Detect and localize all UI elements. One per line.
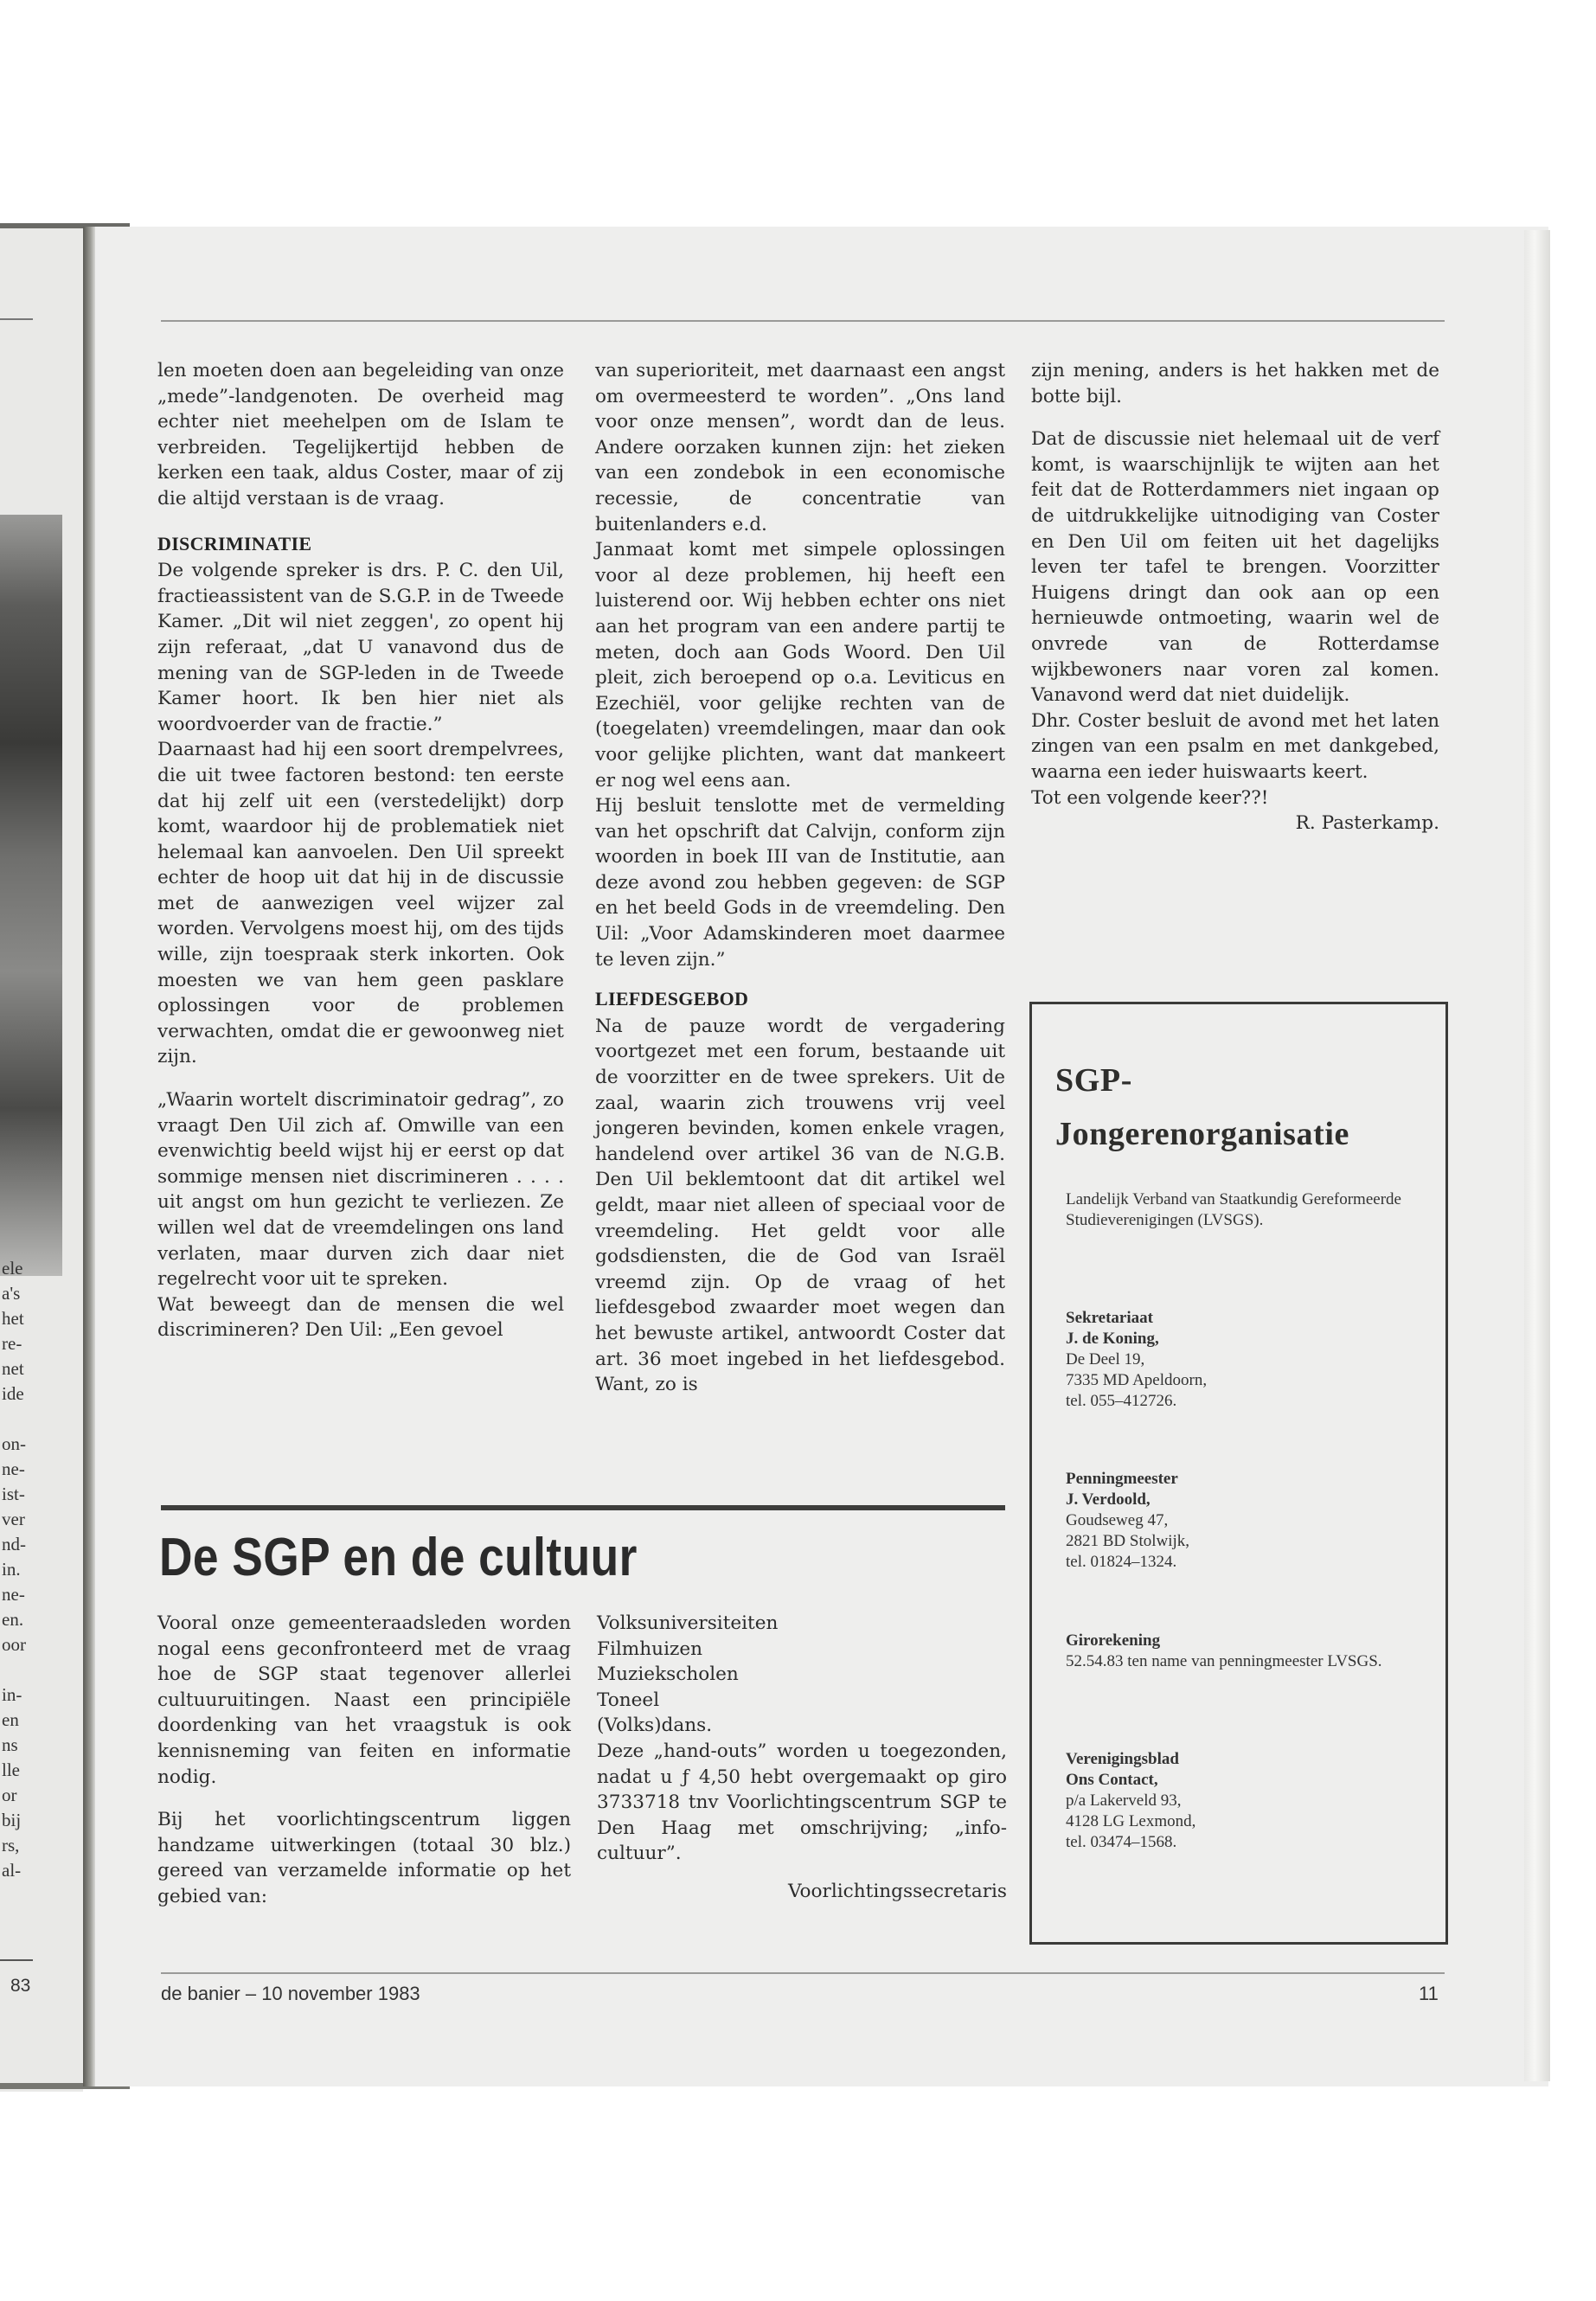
bottom-rule: [161, 1972, 1445, 1974]
text-fragment: oor: [2, 1634, 26, 1655]
box-subtitle: Landelijk Verband van Staatkundig Gereformeerde Studieverenigingen (LVSGS).: [1066, 1190, 1401, 1229]
text-fragment: ver: [2, 1509, 25, 1529]
previous-page-rule: [0, 318, 33, 320]
paragraph: Dat de discussie niet helemaal uit de verf komt, is waarschijnlijk te wijten aan het feit dat de Rotterdammers niet ingaan op de uitdrukkelijke uitnodiging van Coster en Den Uil om feiten uit het dagelijks leven ter tafel te brengen. Voorzitter Huigens dringt dan ook aan op een hernieuwde ontmoeting, waarin wel de onvrede van de Rotterdamse wijkbewoners naar voren zal komen. Vanavond werd dat niet duidelijk.: [1031, 428, 1439, 707]
list-item: (Volks)dans.: [597, 1715, 713, 1737]
text-fragment: ne-: [2, 1458, 25, 1479]
paragraph: Daarnaast had hij een soort drempelvrees, die uit twee factoren bestond: ten eerste dat hij zelf uit een (verstedelijkt) dorp komt, waardoor hij de problematiek niet helemaal kan aanvoelen. Den Uil spreekt echter de hoop uit dat hij in de discussie met de aanwezigen veel wijzer zal worden. Vervolgens moest hij, om des tijds wille, zijn toespraak sterk inkorten. Ook moesten we van hem geen pasklare oplossingen voor de problemen verwachten, omdat die er gewoonweg niet zijn.: [157, 739, 564, 1068]
list-item: Volksuniversiteiten: [597, 1612, 779, 1634]
text-fragment: [2, 1657, 80, 1682]
paragraph: Janmaat komt met simpele oplossingen voor al deze problemen, hij heeft een luisterend oor. Wij hebben echter ons niet aan het program van een andere partij te meten, doch aan Gods Woord. Den Uil pleit, zich beroepend op o.a. Leviticus en Ezechiël, voor gelijke rechten van de (toegelaten) vreemdelingen, maar dan ook voor gelijke plichten, want dat mankeert er nog wel eens aan.: [595, 539, 1005, 792]
text-fragment: [2, 1407, 80, 1432]
paragraph: „Waarin wortelt discriminatoir gedrag”, zo vraagt Den Uil zich af. Omwille van een evenwichtig beeld wijst hij er eerst op dat sommige mensen niet discrimineren . . . . uit angst om hun gezicht te verliezen. Ze willen wel dat de vreemdelingen ons land verlaten, maar durven zich daar niet regelrecht voor uit te spreken.: [157, 1089, 564, 1291]
box-title-line-2: Jongerenorganisatie: [1055, 1116, 1350, 1152]
list-item: Filmhuizen: [597, 1638, 703, 1660]
footer-publication: de banier – 10 november 1983: [161, 1983, 420, 2004]
page-gutter: [83, 227, 95, 2086]
top-rule: [161, 320, 1445, 322]
paragraph: van superioriteit, met daarnaast een angst om overmeesterd te worden”. „Ons land voor onze mensen”, wordt dan de leus. Andere oorzaken kunnen zijn: het zieken van een zondebok in een economische recessie, de concentratie van buitenlanders e.d.: [595, 360, 1005, 535]
text-fragment: on-: [2, 1433, 26, 1454]
contact-street: p/a Lakerveld 93,: [1066, 1791, 1182, 1810]
text-fragment: lle: [2, 1759, 20, 1780]
contact-city: 2821 BD Stolwijk,: [1066, 1532, 1190, 1550]
text-fragment: re-: [2, 1333, 22, 1354]
contact-street: Goudseweg 47,: [1066, 1511, 1169, 1529]
section-label: Penningmeester: [1066, 1470, 1178, 1488]
text-fragment: ist-: [2, 1484, 25, 1504]
paragraph: Deze „hand-outs” worden u toegezonden, nadat u ƒ 4,50 hebt overgemaakt op giro 3733718 tnv Voorlichtingscentrum SGP te Den Haag met omschrijving; „info-cultuur”.: [597, 1740, 1007, 1865]
contact-city: 4128 LG Lexmond,: [1066, 1812, 1196, 1830]
text-fragment: ele: [2, 1258, 23, 1279]
section-label: Girorekening: [1066, 1631, 1161, 1650]
giro-text: 52.54.83 ten name van penningmeester LVSGS.: [1066, 1652, 1382, 1670]
text-fragment: a's: [2, 1283, 21, 1304]
box-section-verenigingsblad: [1066, 1749, 1429, 1853]
box-section-penningmeester: [1066, 1469, 1429, 1573]
contact-phone: tel. 055–412726.: [1066, 1392, 1177, 1410]
section-label: Verenigingsblad: [1066, 1750, 1179, 1768]
contact-name: J. de Koning,: [1066, 1330, 1159, 1348]
previous-page-photo: [0, 515, 62, 1276]
text-fragment: en.: [2, 1609, 24, 1630]
paragraph: Bij het voorlichtingscentrum liggen handzame uitwerkingen (totaal 30 blz.) gereed van verzamelde informatie op het gebied van:: [157, 1809, 571, 1907]
box-section-girorekening: [1066, 1631, 1429, 1672]
paragraph: Vooral onze gemeenteraadsleden worden nogal eens geconfronteerd met de vraag hoe de SGP staat tegenover allerlei cultuuruitingen. Naast een principiële doordenking van het vraagstuk is ook kennisneming van feiten en informatie nodig.: [157, 1612, 571, 1788]
contact-phone: tel. 03474–1568.: [1066, 1833, 1177, 1851]
culture-headline: De SGP en de cultuur: [159, 1528, 638, 1587]
text-fragment: al-: [2, 1860, 22, 1881]
paragraph: len moeten doen aan begeleiding van onze „mede”-landgenoten. De overheid mag echter niet meehelpen om de Islam te verbreiden. Tegelijkertijd hebben de kerken een taak, aldus Coster, maar of zij die altijd verstaan is de vraag.: [157, 360, 564, 510]
paragraph: Wat beweegt dan de mensen die wel discrimineren? Den Uil: „Een gevoel: [157, 1293, 564, 1342]
culture-topic-list: [597, 1611, 1007, 1739]
contact-name: Ons Contact,: [1066, 1771, 1158, 1789]
contact-city: 7335 MD Apeldoorn,: [1066, 1371, 1208, 1389]
section-heading-discriminatie: DISCRIMINATIE: [157, 532, 312, 554]
text-fragment: nd-: [2, 1534, 26, 1554]
paragraph: Tot een volgende keer??!: [1031, 786, 1269, 809]
text-fragment: en: [2, 1709, 19, 1730]
article-column-1: [157, 358, 564, 1343]
page-edge-right: [1524, 230, 1550, 2081]
text-fragment: bij: [2, 1810, 22, 1830]
text-fragment: rs,: [2, 1835, 20, 1856]
contact-phone: tel. 01824–1324.: [1066, 1553, 1177, 1571]
article-column-3: [1031, 358, 1439, 836]
culture-signature: Voorlichtingssecretaris: [787, 1880, 1007, 1902]
paragraph: Hij besluit tenslotte met de vermelding van het opschrift dat Calvijn, conform zijn woorden in boek III van de Institutie, aan deze avond zou hebben gegeven: de SGP en het beeld Gods in de vreemdeling. Den Uil: „Voor Adamskinderen moet daarmee te leven zijn.”: [595, 795, 1005, 971]
paragraph: Na de pauze wordt de vergadering voortgezet met een forum, bestaande uit de voorzitter en de twee sprekers. Uit de zaal, waarin zich trouwens vrij veel jongeren bevinden, komen enkele vragen, handelend over artikel 36 van de N.G.B. Den Uil beklemtoont dat dit artikel wel geldt, maar niet alleen of speciaal voor de vreemdeling. Het geldt voor alle godsdiensten, die de God van Israël vreemd zijn. Op de vraag of het liefdesgebod zwaarder moet wegen dan het bewuste artikel, antwoordt Coster dat art. 36 moet ingebed in het liefdesgebod. Want, zo is: [595, 1015, 1005, 1396]
text-fragment: net: [2, 1358, 24, 1379]
text-fragment: ide: [2, 1383, 24, 1404]
box-section-secretariaat: [1066, 1308, 1429, 1412]
list-item: Toneel: [597, 1689, 660, 1711]
paragraph: De volgende spreker is drs. P. C. den Uil, fractieassistent van de S.G.P. in de Tweede Kamer. „Dit wil niet zeggen', zo opent hij zijn referaat, „dat U vanavond dus de mening van de SGP-leden in de Tweede Kamer hoort. Ik ben hier niet als woordvoerder van de fractie.”: [157, 560, 564, 735]
page-number: 11: [1419, 1983, 1439, 2004]
previous-page-text-fragments: [2, 1256, 80, 1883]
text-fragment: ns: [2, 1734, 18, 1755]
culture-column-1: [157, 1611, 571, 1910]
article-signature: R. Pasterkamp.: [1295, 812, 1439, 835]
previous-page-rule-bottom: [0, 1959, 33, 1961]
list-item: Muziekscholen: [597, 1663, 739, 1686]
previous-page-number: 83: [10, 1976, 31, 1996]
text-fragment: in-: [2, 1684, 22, 1705]
paragraph: Dhr. Coster besluit de avond met het laten zingen van een psalm en met dankgebed, waarna een ieder huiswaarts keert.: [1031, 709, 1439, 783]
paragraph: zijn mening, anders is het hakken met de botte bijl.: [1031, 360, 1439, 407]
box-title-line-1: SGP-: [1055, 1062, 1132, 1099]
text-fragment: in.: [2, 1559, 21, 1580]
text-fragment: het: [2, 1308, 24, 1329]
contact-street: De Deel 19,: [1066, 1350, 1145, 1368]
contact-name: J. Verdoold,: [1066, 1490, 1151, 1509]
article-column-2: [595, 358, 1005, 1398]
section-heading-liefdesgebod: LIEFDESGEBOD: [595, 988, 749, 1010]
section-label: Sekretariaat: [1066, 1309, 1153, 1327]
culture-column-2: [597, 1611, 1007, 1905]
section-rule: [161, 1505, 1005, 1510]
box-title: [1055, 1054, 1349, 1161]
text-fragment: or: [2, 1785, 17, 1805]
text-fragment: ne-: [2, 1584, 25, 1605]
